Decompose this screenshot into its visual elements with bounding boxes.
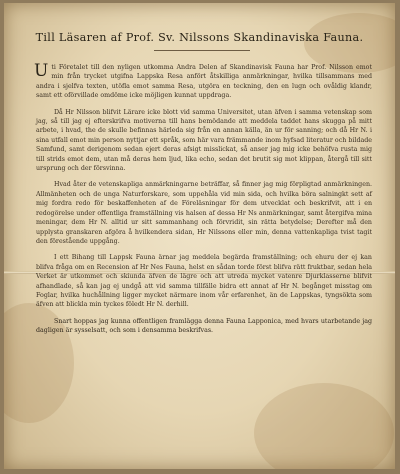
paper-stain [254,383,394,469]
paragraph: Då Hr Nilsson blifvit Lärare icke blott vid samma Universitet, utan äfven i samma vetenskap som jag, så till jag ej efterskrifva motiverna till hans bemödande att meddela taddet hans skugga på mitt arbete, i hvad, the de skulle befinnas härleda sig från en annan källa, än ur för sanning; och då Hr N. i sina utfall emot min person nyttjar ett språk, som här vara främmande inom hyfsad literatur och bildade Samfund, samt derigenom sedan ejert deras afsigt misslickat, så anser jag mig icke behöfva rusta mig till strids emot dem, utan må deras hem ljud, lika echo, sedan det brutit sig mot klippan, återgå till sitt ursprung och der försvinna. [36,108,372,173]
title-rule [154,50,250,51]
document-body [36,63,372,343]
document-sheet [4,3,395,469]
paragraph-text: ti Företalet till den nyligen utkomma Andra Delen af Skandinavisk Fauna har Prof. Nilsson emot min från trycket utgifna Lappska Resa anfört åtskilliga anmärkningar, hvilka tillsammans med andra i sjelfva texten, utöfla emot samma Resa, utgöra en teckning, den en lugn och ovåldig klandr, samt ett oförvillade omdöme icke möjligen kunnat uppdraga. [36,64,372,100]
paragraph: I ett Bihang till Lappsk Fauna ärnar jag meddela begärda framställning; och ehuru der ej kan blifva fråga om en Recension af Hr Nes Fauna, helst en sådan torde först blifva rätt fruktbar, sedan hela Verket är utkommet och skiunda äfven de lägre och att utreda mycket vatenre Djurklasserne blifvit afhandlade, så kan jag ej undgå att vid samma tillfälle bidra ett annat af Hr N. begånget misstag om Foglar, hvilka huchållning ligger mycket närmare inom vår erfarenhet, än de Lappskas, tyngsökta som äfven att blickla min tyckes föledt Hr N. derhill. [36,254,372,309]
drop-cap: U [34,61,49,81]
paragraph: Snart hoppas jag kunna offentligen framlägga denna Fauna Lapponica, med hvars utarbetande jag dagligen är sysselsatt, och som i densamma beskrifvas. [36,317,372,335]
paragraph [36,63,372,101]
document-title: Till Läsaren af Prof. Sv. Nilssons Skandinaviska Fauna. [35,31,364,44]
paragraph: Hvad åter de vetenskapliga anmärkningarne beträffar, så finner jag mig förpligtad anmärkningen. Allmänheten och de unga Naturforskare, som uppehåla vid min sida, och hvilka böra salningkt sett af mig fordra redo för beskaffenheten af de Föreläsningar för dem utvecklat och beskrifvit, att i en redogörelse under offentliga framställning vis halsen af dessa Hr Ns anmärkningar, samt återgifva mina meningar, dem Hr N. alltid ur sitt sammanhang och förvridit, sin rätta betydelse; Derefter må den upplysta granskaren afgöra å hvilkendera sidan, Hr Nilssons eller min, denna vattenkapliga tvist tagit den förestående uppgång. [36,181,372,245]
